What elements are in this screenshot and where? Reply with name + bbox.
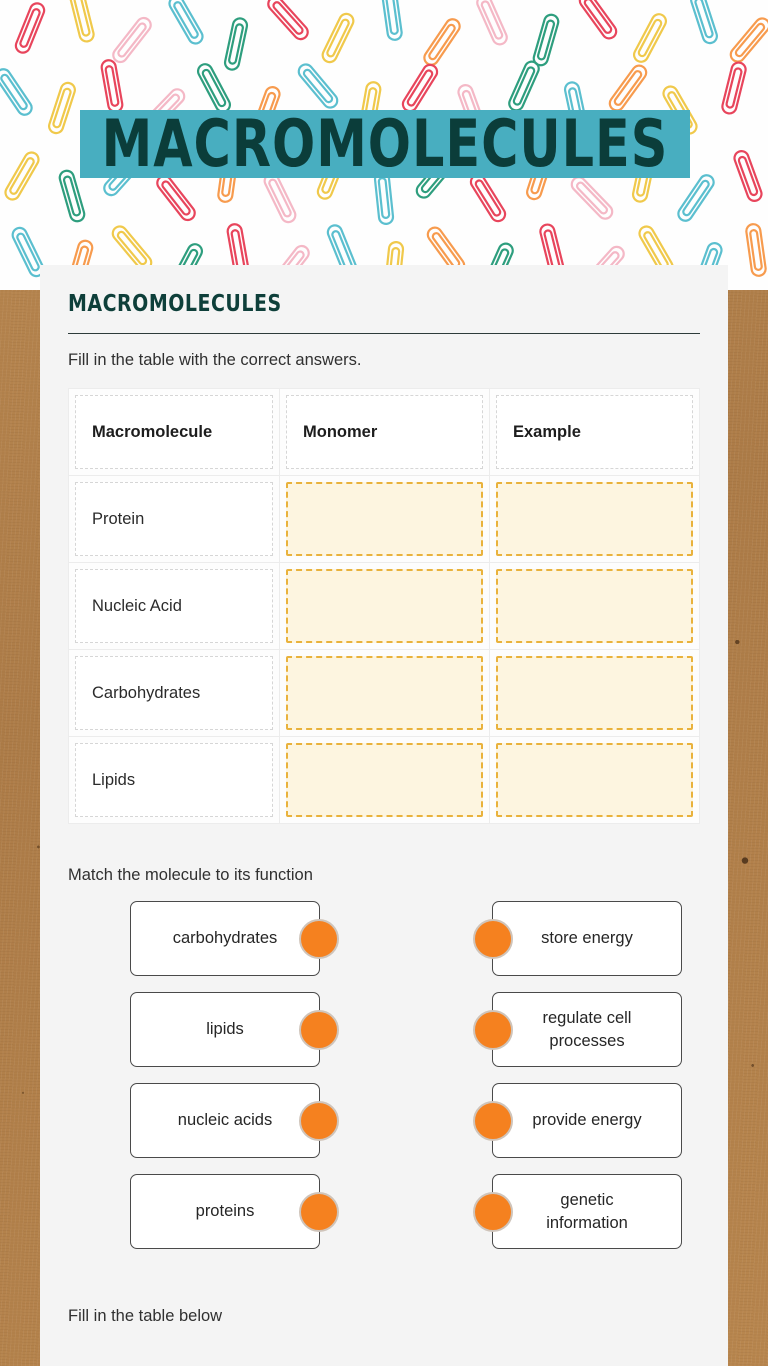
table-row xyxy=(69,476,700,563)
answer-blank-nucleic-acid-monomer[interactable] xyxy=(286,569,483,643)
answer-blank-lipids-example[interactable] xyxy=(496,743,693,817)
match-right-store-energy[interactable] xyxy=(492,901,682,976)
column-header-macromolecule: Macromolecule xyxy=(75,395,273,469)
match-right-label: provide energy xyxy=(532,1111,642,1130)
match-connector-dot-icon[interactable] xyxy=(299,1010,339,1050)
answer-blank-nucleic-acid-example[interactable] xyxy=(496,569,693,643)
match-left-carbohydrates[interactable] xyxy=(130,901,320,976)
section-heading: MACROMOLECULES xyxy=(68,290,282,318)
match-left-nucleic-acids[interactable] xyxy=(130,1083,320,1158)
match-connector-dot-icon[interactable] xyxy=(473,1101,513,1141)
matching-exercise-grid xyxy=(68,901,700,1249)
heading-divider xyxy=(68,333,700,334)
match-connector-dot-icon[interactable] xyxy=(299,919,339,959)
match-connector-dot-icon[interactable] xyxy=(473,1192,513,1232)
match-left-proteins[interactable] xyxy=(130,1174,320,1249)
title-banner xyxy=(80,106,690,182)
table-row xyxy=(69,737,700,824)
row-label-protein: Protein xyxy=(75,482,273,556)
answer-blank-carbohydrates-monomer[interactable] xyxy=(286,656,483,730)
table-row xyxy=(69,650,700,737)
match-connector-dot-icon[interactable] xyxy=(473,919,513,959)
match-connector-dot-icon[interactable] xyxy=(299,1101,339,1141)
match-right-regulate-cell-processes[interactable] xyxy=(492,992,682,1067)
answer-blank-protein-example[interactable] xyxy=(496,482,693,556)
header-illustration-band xyxy=(0,0,768,290)
match-right-provide-energy[interactable] xyxy=(492,1083,682,1158)
match-right-label: regulate cell processes xyxy=(542,1009,632,1050)
footer-instruction: Fill in the table below xyxy=(68,1307,223,1325)
table-row xyxy=(69,563,700,650)
match-left-label: proteins xyxy=(195,1202,255,1221)
worksheet-panel xyxy=(40,265,728,1366)
answer-blank-protein-monomer[interactable] xyxy=(286,482,483,556)
row-label-carbohydrates: Carbohydrates xyxy=(75,656,273,730)
answer-blank-lipids-monomer[interactable] xyxy=(286,743,483,817)
column-header-example: Example xyxy=(496,395,693,469)
row-label-lipids: Lipids xyxy=(75,743,273,817)
row-label-nucleic-acid: Nucleic Acid xyxy=(75,569,273,643)
column-header-monomer: Monomer xyxy=(286,395,483,469)
table-instruction: Fill in the table with the correct answers. xyxy=(68,351,362,369)
match-right-label: store energy xyxy=(541,929,633,948)
match-left-lipids[interactable] xyxy=(130,992,320,1067)
match-left-label: lipids xyxy=(206,1020,244,1039)
worksheet-title: MACROMOLECULES xyxy=(101,106,669,182)
match-right-genetic-information[interactable] xyxy=(492,1174,682,1249)
match-instruction: Match the molecule to its function xyxy=(68,866,313,884)
match-connector-dot-icon[interactable] xyxy=(473,1010,513,1050)
match-right-label: genetic information xyxy=(546,1191,628,1232)
match-left-label: carbohydrates xyxy=(172,929,278,948)
match-connector-dot-icon[interactable] xyxy=(299,1192,339,1232)
answer-blank-carbohydrates-example[interactable] xyxy=(496,656,693,730)
macromolecule-fill-table xyxy=(68,388,700,824)
table-header-row xyxy=(69,389,700,476)
match-left-label: nucleic acids xyxy=(177,1111,273,1130)
